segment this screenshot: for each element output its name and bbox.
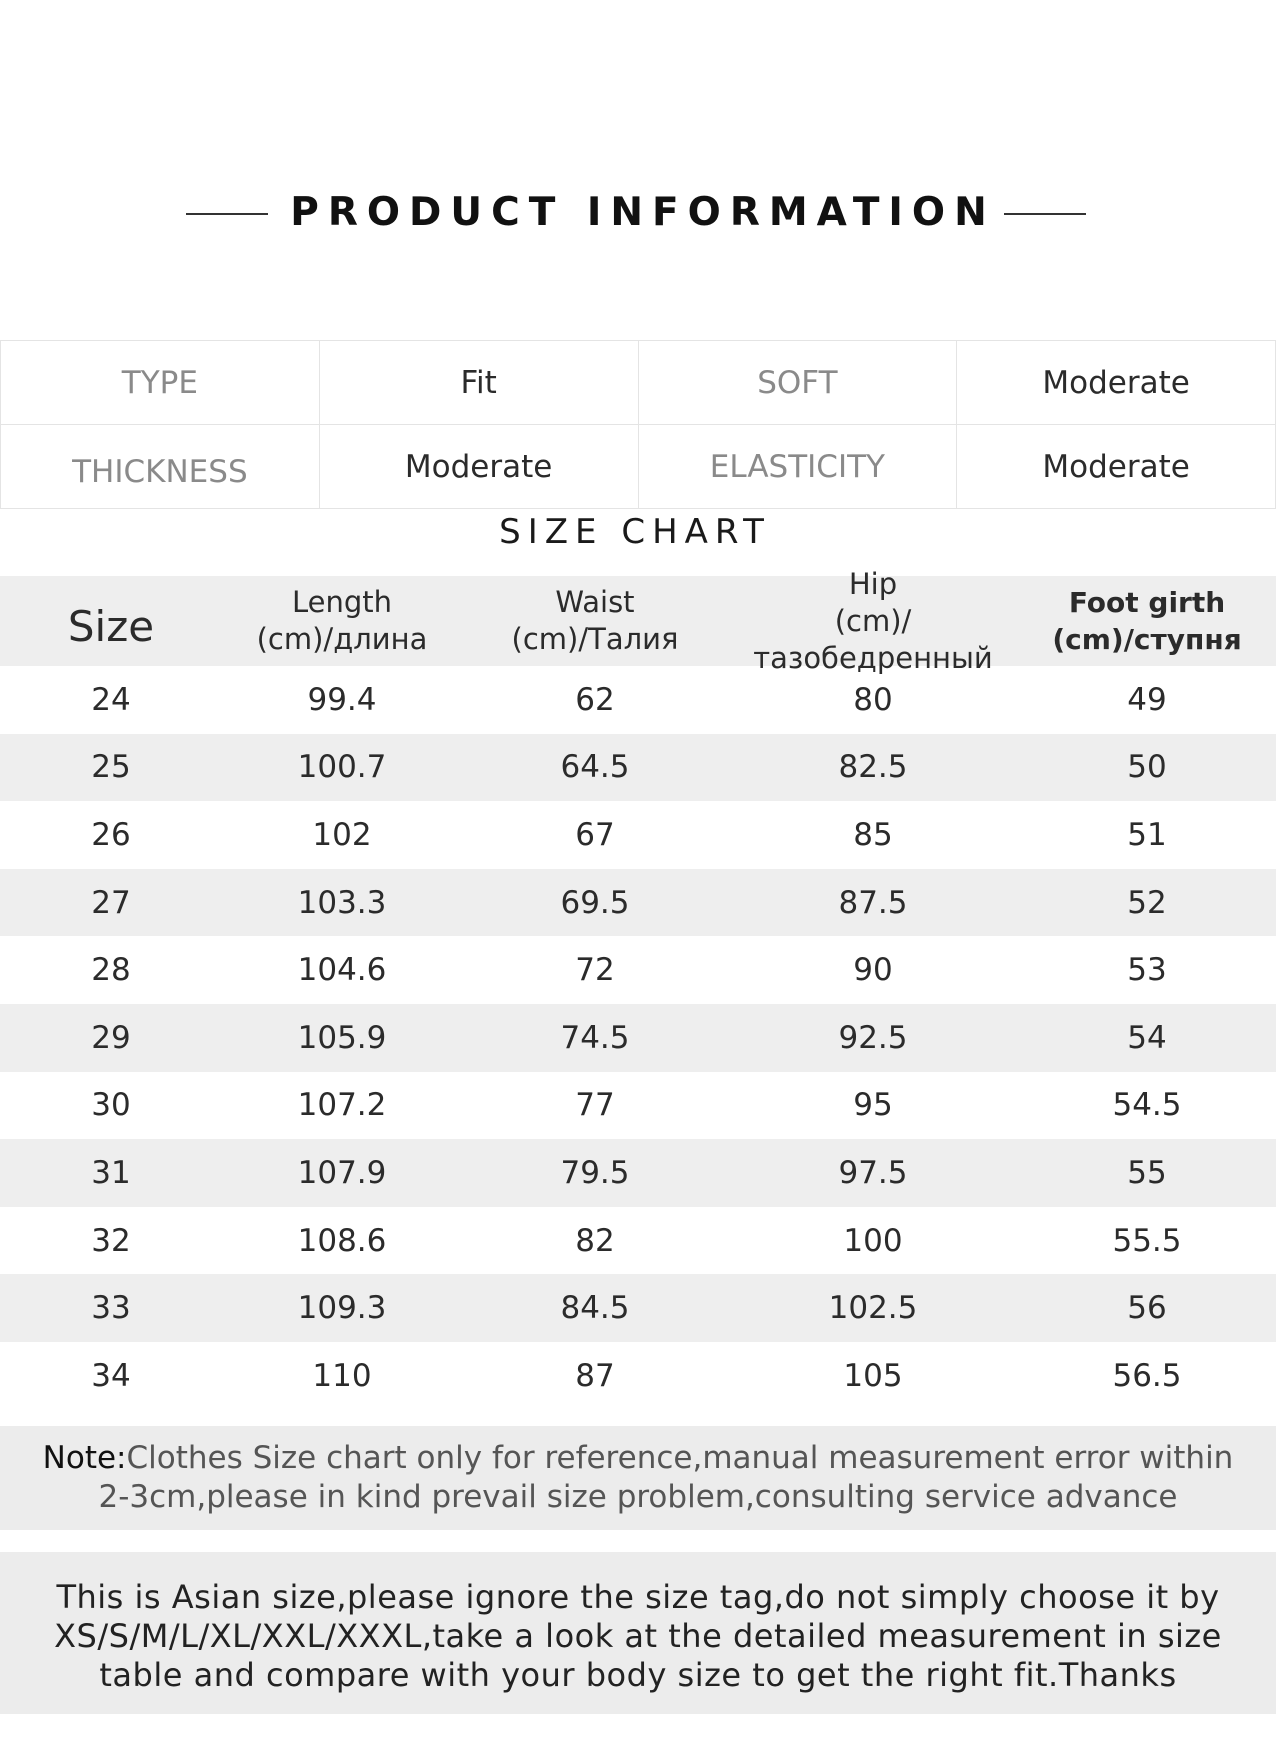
column-header-foot-girth [1018,584,1276,658]
waist-cell: 84.5 [560,1290,630,1327]
table-row [0,801,1276,869]
length-cell: 99.4 [307,681,377,718]
table-row [0,1072,1276,1140]
hip-cell: 102.5 [828,1290,918,1327]
type-value: Fit [320,341,639,424]
size-cell: 27 [91,884,131,921]
size-cell: 31 [91,1154,131,1191]
table-row [0,1139,1276,1207]
size-cell: 34 [91,1357,131,1394]
foot-girth-cell: 56.5 [1112,1357,1182,1394]
product-info-row [0,425,1276,509]
column-header-unit: (cm)/ступня [1052,623,1242,656]
table-row [0,666,1276,734]
elasticity-value: Moderate [957,425,1276,508]
foot-girth-cell: 52 [1127,884,1167,921]
length-cell: 109.3 [297,1290,387,1327]
table-row [0,1342,1276,1410]
foot-girth-cell: 54 [1127,1019,1167,1056]
elasticity-label: ELASTICITY [639,425,958,508]
waist-cell: 69.5 [560,884,630,921]
foot-girth-cell: 49 [1127,681,1167,718]
waist-cell: 82 [575,1222,615,1259]
foot-girth-cell: 51 [1127,816,1167,853]
length-cell: 107.2 [297,1087,387,1124]
table-row [0,1004,1276,1072]
size-cell: 28 [91,952,131,989]
size-cell: 30 [91,1087,131,1124]
foot-girth-cell: 53 [1127,952,1167,989]
foot-girth-cell: 55 [1127,1154,1167,1191]
hip-cell: 90 [853,952,893,989]
page-title: PRODUCT INFORMATION [290,190,996,235]
size-note [0,1426,1276,1530]
table-row [0,734,1276,802]
waist-cell: 64.5 [560,749,630,786]
type-label: TYPE [0,341,320,424]
foot-girth-cell: 55.5 [1112,1222,1182,1259]
size-cell: 33 [91,1290,131,1327]
waist-cell: 77 [575,1087,615,1124]
waist-cell: 72 [575,952,615,989]
length-cell: 102 [312,816,372,853]
foot-girth-cell: 54.5 [1112,1087,1182,1124]
length-cell: 108.6 [297,1222,387,1259]
column-header-unit: (cm)/Талия [511,622,679,656]
length-cell: 104.6 [297,952,387,989]
length-cell: 100.7 [297,749,387,786]
table-row [0,936,1276,1004]
column-header-label: Waist [555,585,635,619]
note-label: Note: [42,1440,127,1476]
hip-cell: 85 [853,816,893,853]
size-chart-header-row [0,566,1276,675]
column-header-label: Hip [848,566,898,601]
length-cell: 110 [312,1357,372,1394]
waist-cell: 87 [575,1357,615,1394]
length-cell: 105.9 [297,1019,387,1056]
size-cell: 24 [91,681,131,718]
size-cell: 26 [91,816,131,853]
product-info-row [0,341,1276,425]
header-rule-right [1004,213,1086,215]
note-text: Clothes Size chart only for reference,manual measurement error within [126,1440,1234,1476]
asian-notice-line2: XS/S/M/L/XL/XXL/XXXL,take a look at the detailed measurement in size [54,1617,1222,1655]
foot-girth-cell: 56 [1127,1290,1167,1327]
hip-cell: 87.5 [838,884,908,921]
thickness-label: THICKNESS [0,425,320,508]
size-cell: 32 [91,1222,131,1259]
waist-cell: 62 [575,681,615,718]
hip-cell: 82.5 [838,749,908,786]
hip-cell: 105 [843,1357,903,1394]
table-row [0,869,1276,937]
asian-notice-line3: table and compare with your body size to get the right fit.Thanks [99,1656,1177,1694]
asian-size-notice [0,1552,1276,1714]
column-header-label: Foot girth [1068,586,1226,619]
size-cell: 25 [91,749,131,786]
column-header-hip [728,566,1018,677]
column-header-label: Length [291,585,393,619]
length-cell: 107.9 [297,1154,387,1191]
size-note-line2: 2-3cm,please in kind prevail size problem,consulting service advance [98,1479,1178,1515]
size-chart-table [0,566,1276,1410]
hip-cell: 97.5 [838,1154,908,1191]
size-note-line1 [0,1439,1276,1478]
waist-cell: 74.5 [560,1019,630,1056]
size-chart-body [0,666,1276,1410]
table-row [0,1274,1276,1342]
hip-cell: 92.5 [838,1019,908,1056]
table-row [0,1207,1276,1275]
column-header-waist [462,584,728,658]
size-cell: 29 [91,1019,131,1056]
section-header [0,188,1280,238]
column-header-size [0,598,222,651]
hip-cell: 95 [853,1087,893,1124]
size-chart-title: SIZE CHART [499,512,771,552]
thickness-value: Moderate [320,425,639,508]
column-header-length [222,584,462,658]
soft-label: SOFT [639,341,958,424]
waist-cell: 79.5 [560,1154,630,1191]
waist-cell: 67 [575,816,615,853]
asian-notice-line1: This is Asian size,please ignore the size tag,do not simply choose it by [56,1578,1220,1616]
hip-cell: 80 [853,681,893,718]
foot-girth-cell: 50 [1127,749,1167,786]
hip-cell: 100 [843,1222,903,1259]
length-cell: 103.3 [297,884,387,921]
column-header-unit: (cm)/тазобедренный [753,603,993,675]
product-info-table [0,340,1276,509]
column-header-unit: (cm)/длина [256,622,428,656]
soft-value: Moderate [957,341,1276,424]
column-header-label: Size [67,601,155,651]
